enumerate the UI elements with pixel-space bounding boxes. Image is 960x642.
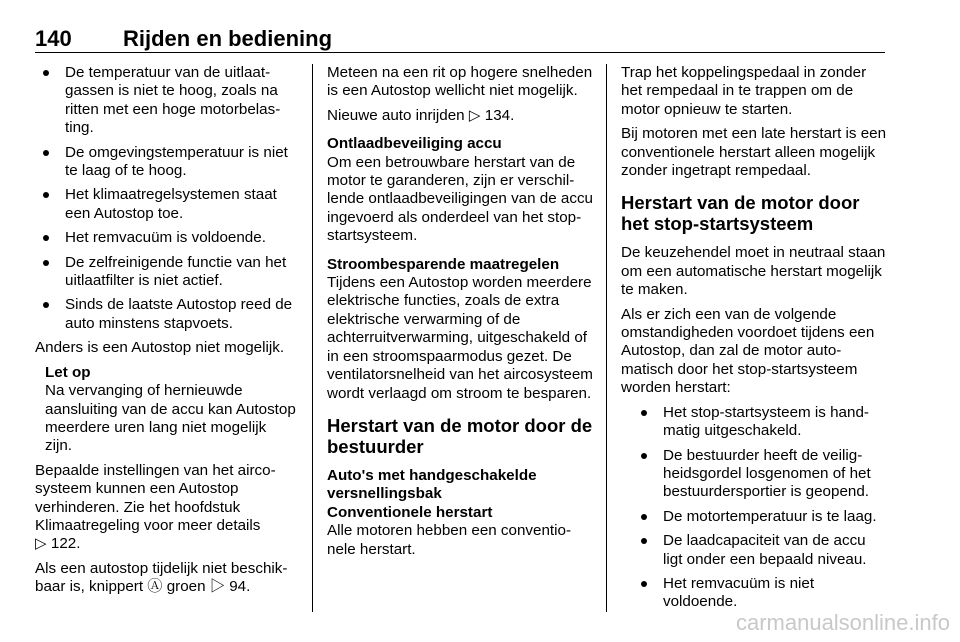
paragraph-text: Bepaalde instellingen van het aircosysteem kunnen een Autostop verhinderen. Zie het hoofdstuk Klimaatregeling voor meer details [35,461,276,534]
paragraph [35,560,297,597]
paragraph: Meteen na een rit op hogere snelheden is een Autostop wellicht niet mogelijk. [327,64,593,100]
paragraph: Bij motoren met een late herstart is een conventionele herstart alleen mogelijk zonder ingetrapt rempedaal. [621,125,887,180]
list-item: De temperatuur van de uitlaatgassen is niet te hoog, zoals na ritten met een hoge motorbelasting. [35,64,297,138]
list-item: Het remvacuüm is niet voldoende. [633,575,887,612]
column-middle [327,64,593,565]
page-title: Rijden en bediening [123,26,333,51]
subheading: Conventionele herstart [327,503,493,521]
watermark: carmanualsonline.info [735,610,950,635]
list-item: Het klimaatregelsystemen staat een Autostop toe. [35,186,297,223]
list-item: Sinds de laatste Autostop reed de auto minstens stapvoets. [35,296,297,333]
list-item: De zelfreinigende functie van het uitlaatfilter is niet actief. [35,254,297,291]
note-block [35,364,297,456]
paragraph: Anders is een Autostop niet mogelijk. [35,339,285,357]
note-text: Na vervanging of hernieuwde aansluiting van de accu kan Autostop meerdere uren lang niet mogelijk zijn. [45,382,296,455]
paragraph [35,462,297,554]
paragraph: Tijdens een Autostop worden meerdere elektrische functies, zoals de extra elektrische verwarming of de achterruitverwarming, uitgeschakeld of in een stroomspaarmodus gezet. De ventilatorsnelheid van het aircosysteem wordt verlaagd om stroom te besparen. [327,274,593,402]
list-item: De motortemperatuur is te laag. [633,508,887,526]
page-reference-link[interactable]: ▷ 94. [209,578,251,596]
list-item: De omgevingstemperatuur is niet te laag of te hoog. [35,144,297,181]
paragraph: Om een betrouwbare herstart van de motor te garanderen, zijn er verschillende ontlaadbeveiligingen van de accu ingevoerd als onderdeel van het stop-startsysteem. [327,153,593,245]
subheading: Ontlaadbeveiliging accu [327,135,502,153]
paragraph-text: Nieuwe auto inrijden [327,106,465,124]
page-number: 140 [35,26,72,51]
page-reference-link[interactable]: ▷ 134. [468,106,515,124]
paragraph: Trap het koppelingspedaal in zonder het rempedaal in te trappen om de motor opnieuw te starten. [621,64,867,118]
list-item: Het remvacuüm is voldoende. [35,229,297,247]
list-item: De laadcapaciteit van de accu ligt onder een bepaald niveau. [633,532,887,569]
paragraph [327,107,593,125]
subheading: Auto's met handgeschakelde versnellingsbak [327,466,537,503]
paragraph-text: Als een autostop tijdelijk niet beschikbaar is, knippert [35,559,288,596]
note-title: Let op [45,363,91,381]
paragraph: De keuzehendel moet in neutraal staan om een automatische herstart mogelijk te maken. [621,244,886,299]
column-divider [606,64,607,612]
column-right [621,64,887,618]
condition-list [35,64,297,333]
page-header [35,26,885,53]
paragraph: Alle motoren hebben een conventionele herstart. [327,522,572,558]
autostop-icon: Ⓐ [147,578,163,596]
section-heading: Herstart van de motor door de bestuurder [327,414,593,457]
paragraph-text: groen [166,578,206,596]
section-heading: Herstart van de motor door het stop-startsysteem [621,192,860,235]
column-divider [312,64,313,612]
list-item: De bestuurder heeft de veiligheidsgordel losgenomen of het bestuurdersportier is geopend. [633,447,887,502]
column-left [35,64,297,603]
list-item: Het stop-startsysteem is handmatig uitgeschakeld. [633,404,887,441]
paragraph: Als er zich een van de volgende omstandigheden voordoet tijdens een Autostop, dan zal de motor automatisch door het stop-startsysteem worden herstart: [621,305,875,397]
page-reference-link[interactable]: ▷ 122. [35,535,81,553]
subheading: Stroombesparende maatregelen [327,255,560,273]
restart-condition-list [621,404,887,612]
